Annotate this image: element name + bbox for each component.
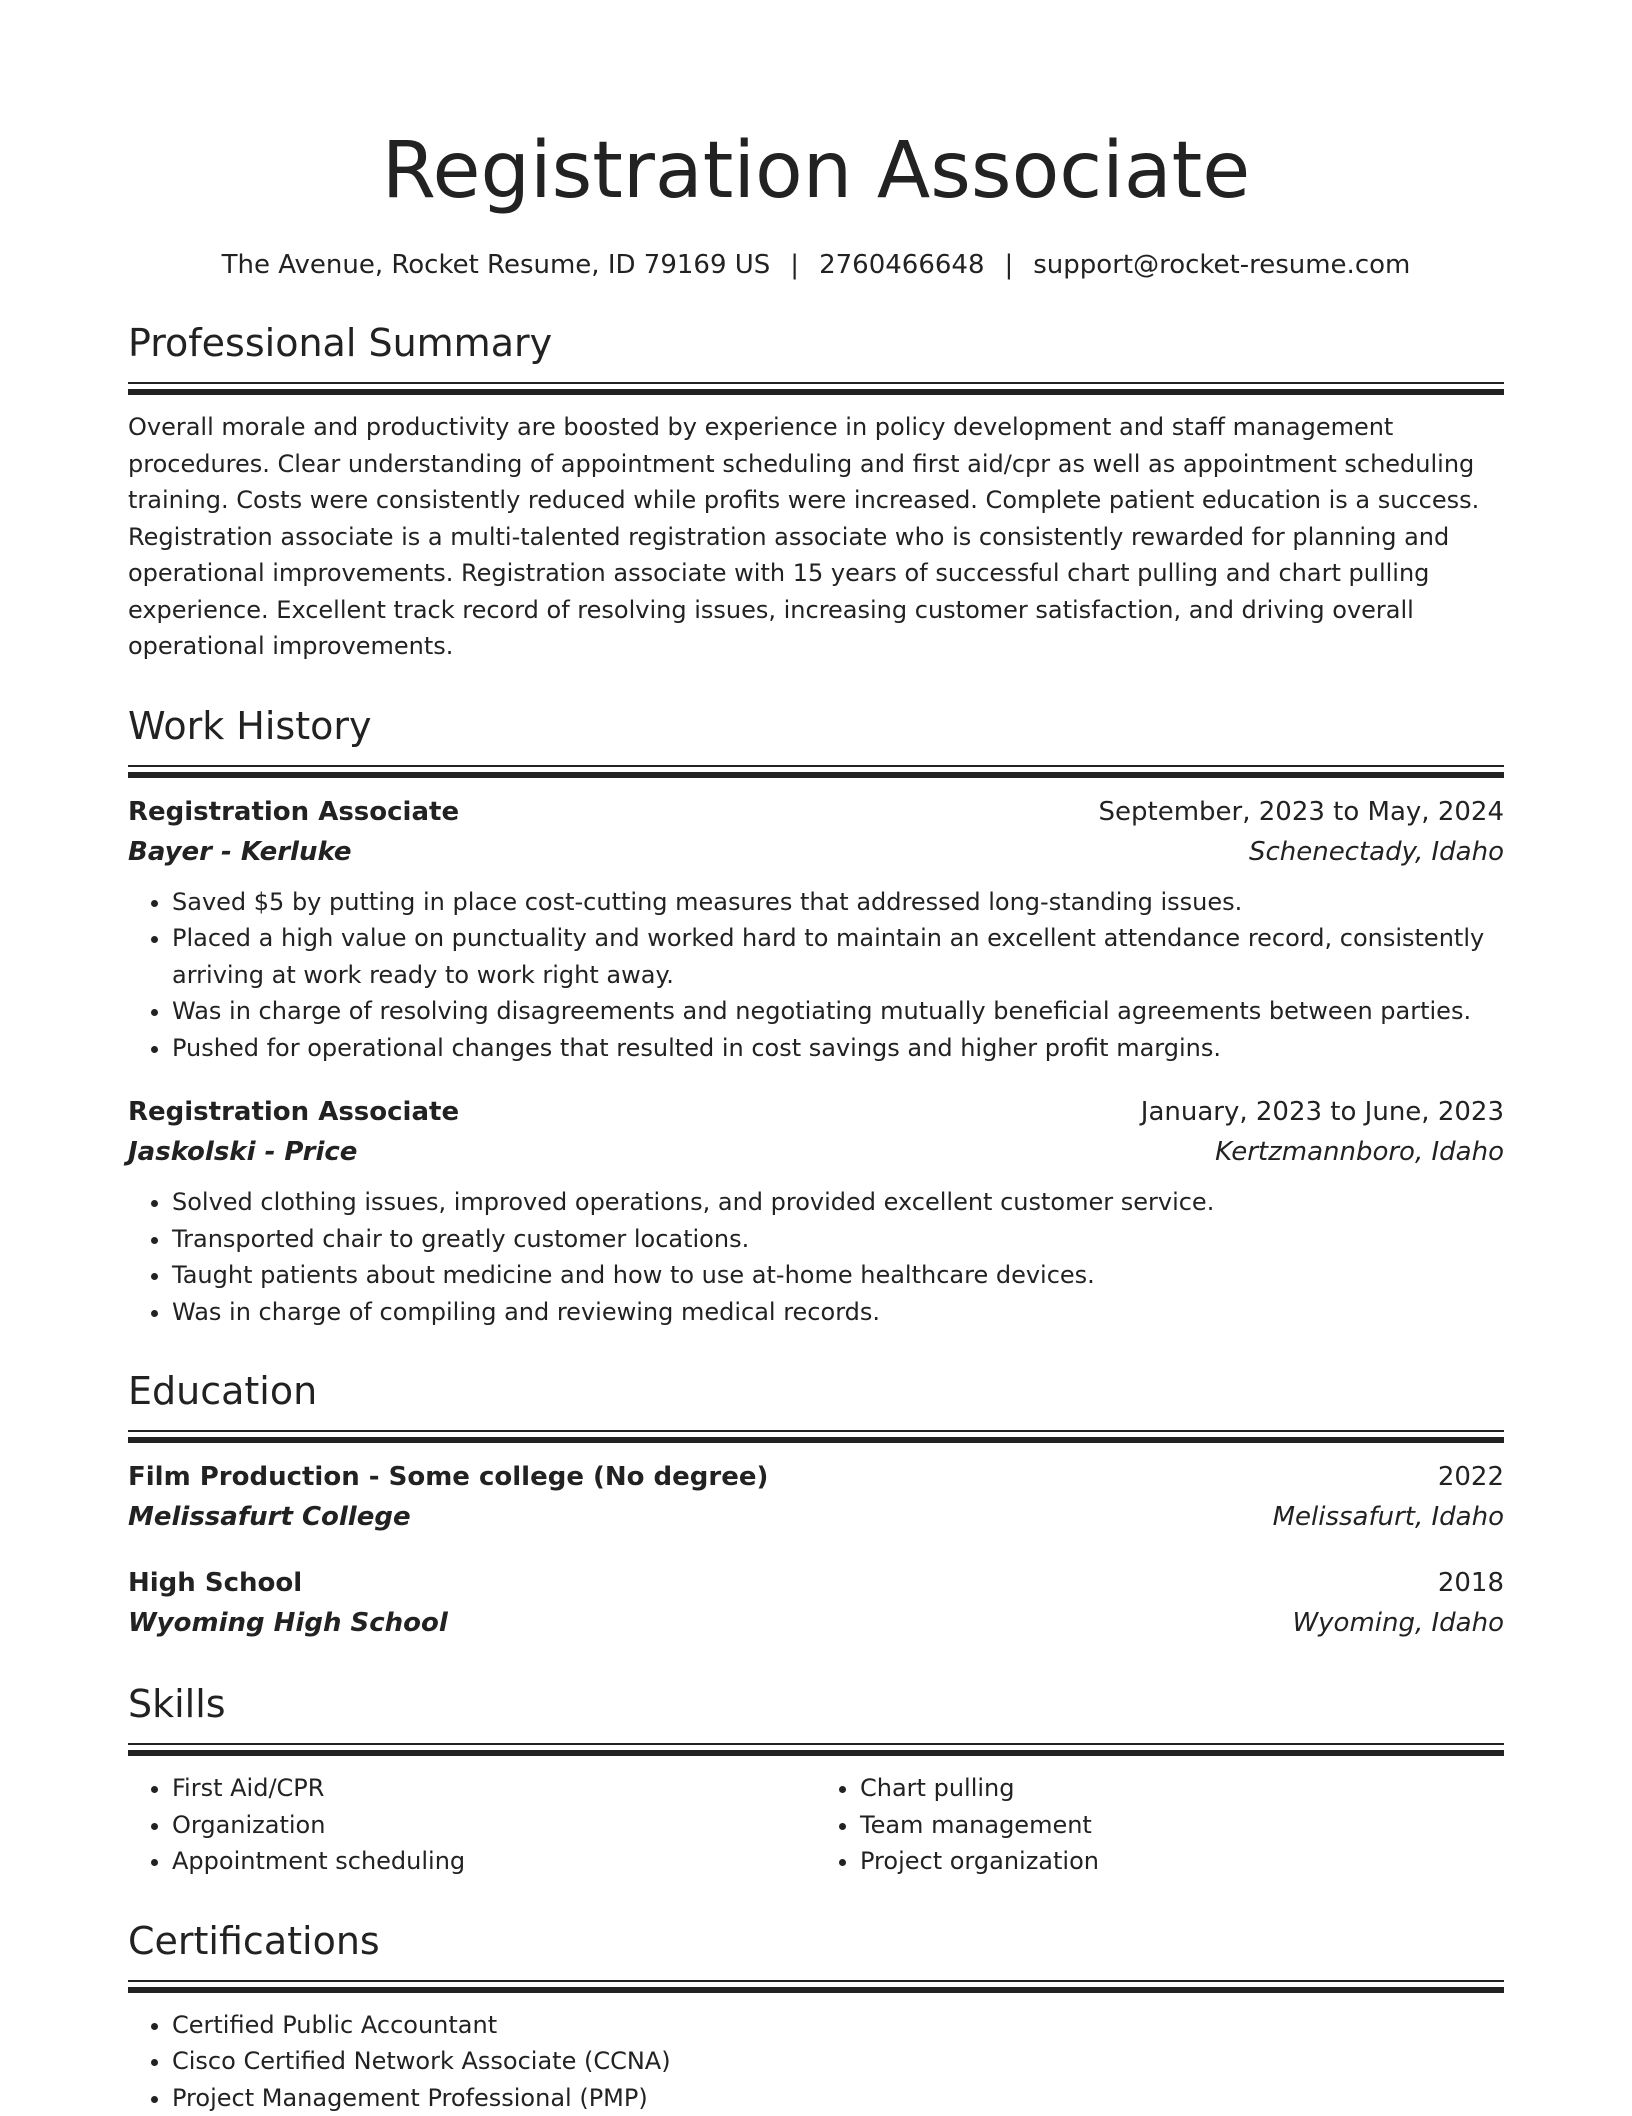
certification-item: • Cisco Certified Network Associate (CCNA) [172,2043,1504,2080]
education-degree: Film Production - Some college (No degree) [128,1457,768,1497]
education-degree: High School [128,1563,302,1603]
education-location: Melissafurt, Idaho [1273,1497,1504,1537]
skills-list-right [816,1770,1504,1880]
section-title-education: Education [128,1366,1504,1416]
certifications-list [128,2007,1504,2116]
job-company: Bayer - Kerluke [128,832,351,872]
contact-separator: | [790,250,799,280]
work-history-section [128,701,1504,1331]
education-school: Wyoming High School [128,1603,448,1643]
skill-item: • Organization [172,1807,816,1844]
education-entry [128,1457,1504,1537]
education-section [128,1366,1504,1643]
certification-item: • Project Management Professional (PMP) [172,2080,1504,2116]
section-divider [128,1980,1504,1993]
skill-item: • Team management [860,1807,1504,1844]
section-divider [128,1430,1504,1443]
job-bullet: • Solved clothing issues, improved operations, and provided excellent customer service. [172,1184,1504,1221]
contact-address: The Avenue, Rocket Resume, ID 79169 US [222,250,771,280]
job-bullets [128,884,1504,1067]
job-position: Registration Associate [128,792,459,832]
job-bullet: • Was in charge of resolving disagreements and negotiating mutually beneficial agreements between parties. [172,993,1504,1030]
section-divider [128,765,1504,778]
job-bullet: • Was in charge of compiling and reviewing medical records. [172,1294,1504,1331]
certification-item: • Certified Public Accountant [172,2007,1504,2044]
job-position: Registration Associate [128,1092,459,1132]
job-bullets [128,1184,1504,1330]
summary-text: Overall morale and productivity are boosted by experience in policy development and staff management procedures. Clear understanding of appointment scheduling and first aid/cpr as well as appointment scheduling training. Costs were consistently reduced while profits were increased. Complete patient education is a success. Registration associate is a multi-talented registration associate who is consistently rewarded for planning and operational improvements. Registration associate with 15 years of successful chart pulling and chart pulling experience. Excellent track record of resolving issues, increasing customer satisfaction, and driving overall operational improvements. [128,409,1504,665]
education-school: Melissafurt College [128,1497,411,1537]
skills-list-left [128,1770,816,1880]
section-title-work-history: Work History [128,701,1504,751]
job-bullet: • Pushed for operational changes that resulted in cost savings and higher profit margins. [172,1030,1504,1067]
section-title-certifications: Certifications [128,1916,1504,1966]
job-bullet: • Placed a high value on punctuality and worked hard to maintain an excellent attendance record, consistently arriving at work ready to work right away. [172,920,1504,993]
contact-email: support@rocket-resume.com [1033,250,1410,280]
summary-section [128,318,1504,665]
candidate-name: Registration Associate [128,118,1504,224]
section-divider [128,382,1504,395]
education-year: 2022 [1438,1457,1504,1497]
certifications-section [128,1916,1504,2116]
education-year: 2018 [1438,1563,1504,1603]
job-dates: September, 2023 to May, 2024 [1099,792,1505,832]
skill-item: • First Aid/CPR [172,1770,816,1807]
skill-item: • Chart pulling [860,1770,1504,1807]
job-bullet: • Transported chair to greatly customer locations. [172,1221,1504,1258]
education-entry [128,1563,1504,1643]
section-title-summary: Professional Summary [128,318,1504,368]
job-entry [128,1092,1504,1330]
contact-phone: 2760466648 [819,250,984,280]
job-bullet: • Taught patients about medicine and how to use at-home healthcare devices. [172,1257,1504,1294]
job-company: Jaskolski - Price [128,1132,357,1172]
skills-section [128,1679,1504,1880]
section-title-skills: Skills [128,1679,1504,1729]
job-location: Kertzmannboro, Idaho [1215,1132,1504,1172]
skill-item: • Project organization [860,1843,1504,1880]
job-entry [128,792,1504,1067]
education-location: Wyoming, Idaho [1292,1603,1504,1643]
job-dates: January, 2023 to June, 2023 [1141,1092,1504,1132]
skill-item: • Appointment scheduling [172,1843,816,1880]
section-divider [128,1743,1504,1756]
job-location: Schenectady, Idaho [1249,832,1504,872]
contact-line [128,248,1504,282]
job-bullet: • Saved $5 by putting in place cost-cutting measures that addressed long-standing issues. [172,884,1504,921]
contact-separator: | [1004,250,1013,280]
